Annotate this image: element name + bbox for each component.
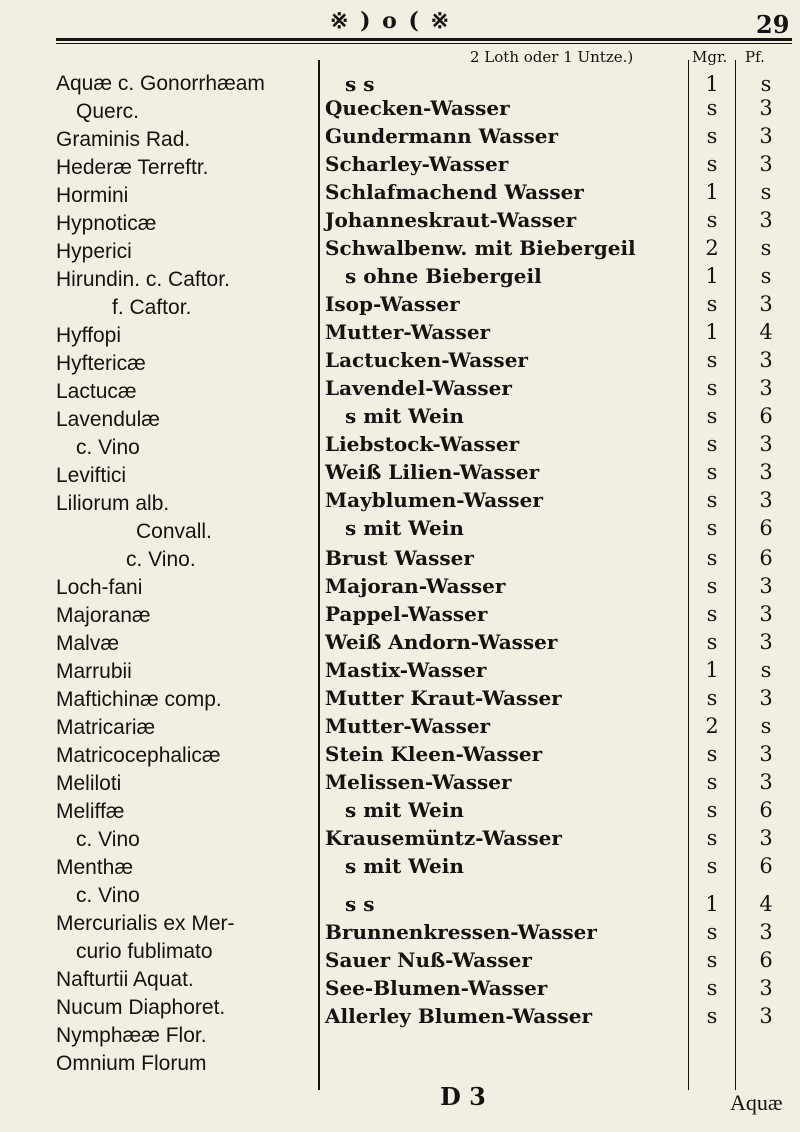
latin-entry: Hyffopi (56, 324, 121, 347)
mgr-value: 1 (705, 180, 719, 204)
german-entry: Quecken-Wasser (325, 96, 510, 120)
german-entry: Mutter-Wasser (325, 714, 491, 738)
latin-entry: Aquæ c. Gonorrhæam (56, 72, 265, 95)
latin-entry: Hirundin. c. Caftor. (56, 268, 230, 291)
latin-entry: Menthæ (56, 856, 134, 879)
pf-value: 3 (759, 770, 773, 794)
mgr-value: 1 (705, 72, 719, 96)
latin-entry: Hederæ Terreftr. (56, 156, 209, 179)
header-ornament: ※ ) o ( ※ (330, 8, 451, 34)
mgr-value: s (706, 96, 718, 120)
latin-entry: Majoranæ (56, 604, 151, 627)
pf-value: s (760, 658, 772, 682)
mgr-value: s (706, 348, 718, 372)
pf-value: 6 (759, 404, 773, 428)
latin-entry: curio fublimato (76, 940, 213, 963)
pf-value: 3 (759, 1004, 773, 1028)
german-entry: s mit Wein (345, 854, 464, 878)
latin-entry: c. Vino (76, 828, 140, 851)
mgr-value: s (706, 742, 718, 766)
pf-value: 3 (759, 96, 773, 120)
pf-value: 3 (759, 152, 773, 176)
mgr-value: s (706, 976, 718, 1000)
pf-value: 6 (759, 948, 773, 972)
latin-entry: Lavendulæ (56, 408, 160, 431)
pf-value: 3 (759, 602, 773, 626)
mgr-value: s (706, 404, 718, 428)
pf-value: 3 (759, 920, 773, 944)
page-number: 29 (756, 10, 790, 39)
latin-entry: f. Caftor. (112, 296, 192, 319)
german-entry: s mit Wein (345, 516, 464, 540)
german-entry: Johanneskraut-Wasser (325, 208, 577, 232)
german-entry: Mayblumen-Wasser (325, 488, 543, 512)
german-entry: s s (345, 892, 375, 916)
mgr-value: s (706, 546, 718, 570)
pf-value: 4 (759, 320, 773, 344)
pf-value: 3 (759, 292, 773, 316)
german-entry: See-Blumen-Wasser (325, 976, 548, 1000)
german-entry: Weiß Lilien-Wasser (325, 460, 540, 484)
header-rule-thin (56, 43, 792, 44)
latin-column (56, 72, 326, 1092)
column-header-pf: Pf. (745, 48, 765, 66)
latin-entry: Liliorum alb. (56, 492, 170, 515)
mgr-value: s (706, 124, 718, 148)
latin-entry: Hypnoticæ (56, 212, 157, 235)
german-entry: Krausemüntz-Wasser (325, 826, 562, 850)
german-entry: Schwalbenw. mit Biebergeil (325, 236, 636, 260)
german-entry: Sauer Nuß-Wasser (325, 948, 532, 972)
german-entry: Scharley-Wasser (325, 152, 509, 176)
pf-value: 3 (759, 376, 773, 400)
german-entry: Schlafmachend Wasser (325, 180, 584, 204)
latin-entry: c. Vino (76, 884, 140, 907)
german-column (325, 72, 685, 1092)
german-entry: Lactucken-Wasser (325, 348, 528, 372)
german-entry: Allerley Blumen-Wasser (325, 1004, 593, 1028)
pf-value: 3 (759, 488, 773, 512)
column-divider-mgr (688, 60, 689, 1090)
mgr-value: s (706, 208, 718, 232)
german-entry: Majoran-Wasser (325, 574, 506, 598)
pf-value: s (760, 72, 772, 96)
mgr-value: 2 (705, 236, 719, 260)
pf-value: 3 (759, 124, 773, 148)
mgr-value: s (706, 798, 718, 822)
german-entry: Brust Wasser (325, 546, 474, 570)
german-entry: s mit Wein (345, 798, 464, 822)
german-entry: Stein Kleen-Wasser (325, 742, 543, 766)
latin-entry: Meliloti (56, 772, 122, 795)
pf-value: 6 (759, 854, 773, 878)
pf-value: 3 (759, 742, 773, 766)
latin-entry: Hyperici (56, 240, 132, 263)
pf-value: s (760, 714, 772, 738)
column-header-mgr: Mgr. (692, 48, 728, 66)
mgr-value: s (706, 826, 718, 850)
mgr-value: 1 (705, 264, 719, 288)
latin-entry: Querc. (76, 100, 140, 123)
latin-entry: Marrubii (56, 660, 132, 683)
page-header (0, 0, 800, 80)
column-header-desc: 2 Loth oder 1 Untze.) (470, 48, 634, 66)
pf-value: 3 (759, 208, 773, 232)
german-entry: Isop-Wasser (325, 292, 460, 316)
mgr-value: s (706, 630, 718, 654)
mgr-value: s (706, 516, 718, 540)
signature-mark: D 3 (440, 1082, 486, 1111)
pf-value: 3 (759, 460, 773, 484)
german-entry: Melissen-Wasser (325, 770, 512, 794)
mgr-value: s (706, 432, 718, 456)
mgr-value: 1 (705, 320, 719, 344)
german-entry: Pappel-Wasser (325, 602, 488, 626)
column-divider-pf (735, 60, 736, 1090)
pf-value: 3 (759, 686, 773, 710)
latin-entry: Loch-fani (56, 576, 143, 599)
german-entry: Brunnenkressen-Wasser (325, 920, 597, 944)
german-entry: Mutter Kraut-Wasser (325, 686, 562, 710)
mgr-value: s (706, 602, 718, 626)
pf-value: 4 (759, 892, 773, 916)
mgr-value: s (706, 460, 718, 484)
mgr-value: s (706, 376, 718, 400)
mgr-value: 2 (705, 714, 719, 738)
pf-value: s (760, 264, 772, 288)
latin-entry: Hormini (56, 184, 129, 207)
latin-entry: Meliffæ (56, 800, 125, 823)
latin-entry: Graminis Rad. (56, 128, 191, 151)
latin-entry: Leviftici (56, 464, 127, 487)
german-entry: s s (345, 72, 375, 96)
mgr-value: s (706, 292, 718, 316)
pf-value: 6 (759, 798, 773, 822)
latin-entry: Nafturtii Aquat. (56, 968, 194, 991)
german-entry: Liebstock-Wasser (325, 432, 520, 456)
pf-value: s (760, 236, 772, 260)
pf-value: 6 (759, 516, 773, 540)
latin-entry: c. Vino. (126, 548, 196, 571)
latin-entry: Matricariæ (56, 716, 156, 739)
mgr-value: s (706, 574, 718, 598)
german-entry: Weiß Andorn-Wasser (325, 630, 558, 654)
latin-entry: Convall. (136, 520, 212, 543)
pf-value: s (760, 180, 772, 204)
pf-value: 3 (759, 348, 773, 372)
catchword: Aquæ (730, 1090, 783, 1115)
mgr-value: s (706, 948, 718, 972)
mgr-value: s (706, 152, 718, 176)
pf-value: 3 (759, 976, 773, 1000)
latin-entry: Matricocephalicæ (56, 744, 221, 767)
mgr-value: s (706, 854, 718, 878)
latin-entry: Malvæ (56, 632, 120, 655)
latin-entry: Omnium Florum (56, 1052, 207, 1075)
mgr-value: 1 (705, 892, 719, 916)
pf-value: 3 (759, 432, 773, 456)
german-entry: Gundermann Wasser (325, 124, 559, 148)
mgr-value: 1 (705, 658, 719, 682)
latin-entry: c. Vino (76, 436, 140, 459)
pf-value: 3 (759, 630, 773, 654)
pf-value: 6 (759, 546, 773, 570)
header-rule (56, 38, 792, 41)
german-entry: Mutter-Wasser (325, 320, 491, 344)
latin-entry: Mercurialis ex Mer- (56, 912, 235, 935)
german-entry: Lavendel-Wasser (325, 376, 512, 400)
latin-entry: Nucum Diaphoret. (56, 996, 226, 1019)
mgr-value: s (706, 770, 718, 794)
pf-value: 3 (759, 826, 773, 850)
mgr-value: s (706, 488, 718, 512)
latin-entry: Nymphææ Flor. (56, 1024, 207, 1047)
mgr-value: s (706, 920, 718, 944)
mgr-value: s (706, 686, 718, 710)
german-entry: s ohne Biebergeil (345, 264, 542, 288)
mgr-value: s (706, 1004, 718, 1028)
german-entry: Mastix-Wasser (325, 658, 487, 682)
pf-value: 3 (759, 574, 773, 598)
latin-entry: Maftichinæ comp. (56, 688, 222, 711)
latin-entry: Lactucæ (56, 380, 137, 403)
german-entry: s mit Wein (345, 404, 464, 428)
latin-entry: Hyftericæ (56, 352, 146, 375)
